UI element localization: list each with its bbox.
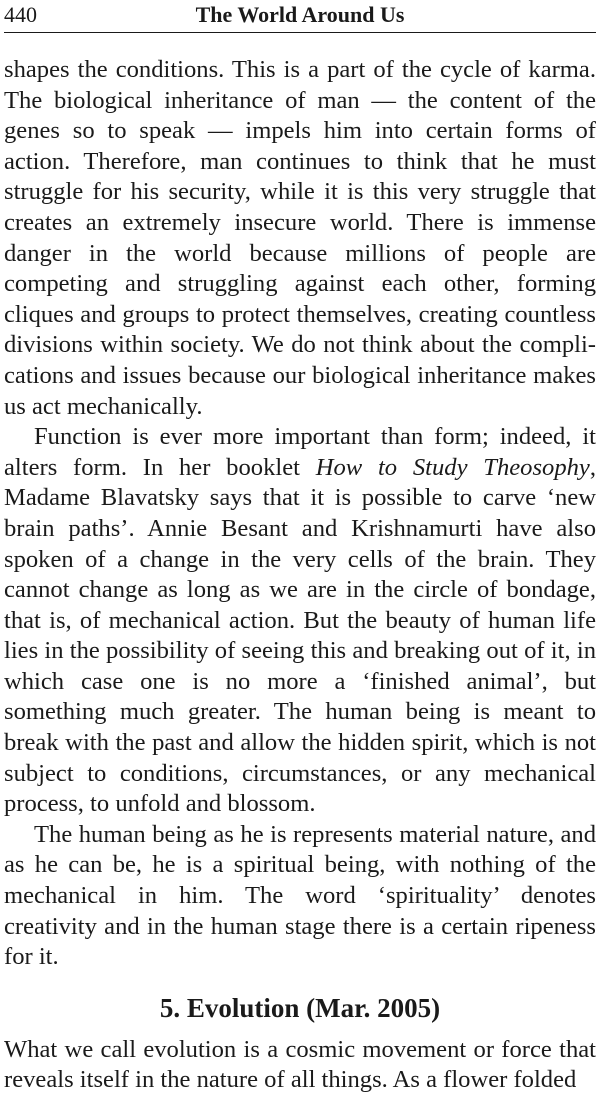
paragraph-text-after: , Madame Blavatsky says that it is possible to carve ‘new brain paths’. Annie Besant and Krishnamurti have also spoken of a change in the very cells of the brain. They cannot change as long as we are in the circle of bondage, that is, of mechanical action. But the beauty of human life lies in the possibility of seeing this and breaking out of it, in which case one is no more a ‘finished animal’, but something much greater. The human being is meant to break with the past and allow the hidden spirit, which is not subject to conditions, circumstances, or any mechanical process, to unfold and blossom.	[4, 453, 596, 818]
book-title: How to Study Theosophy	[315, 453, 590, 481]
body-text	[4, 33, 596, 1096]
paragraph-function-form	[4, 422, 596, 820]
section-heading: 5. Evolution (Mar. 2005)	[159, 992, 441, 1023]
paragraph-karma: shapes the conditions. This is a part of the cycle of karma. The biological inheritance of man — the content of the genes so to speak — impels him into certain forms of action. Therefore, man continues to think that he must struggle for his security, while it is this very struggle that creates an extremely insecure world. There is immense danger in the world because millions of people are competing and struggling against each other, forming cliques and groups to protect themselves, creating countless divisions within society. We do not think about the complications and issues because our biological inheritance makes us act mechanically.	[4, 56, 596, 420]
paragraph-evolution: What we call evolution is a cosmic movement or force that reveals itself in the nature of all things. As a flower folded	[4, 1035, 596, 1094]
paragraph-spiritual-being: The human being as he is represents material nature, and as he can be, he is a spiritual being, with nothing of the mechanical in him. The word ‘spirituality’ denotes creativity and in the human stage there is a certain ripeness for it.	[4, 820, 596, 971]
running-head	[4, 0, 596, 33]
paragraph-text-before: Function is ever more important than form; indeed, it alters form. In her booklet	[4, 423, 596, 481]
book-page	[4, 0, 596, 1096]
page-number: 440	[4, 2, 37, 27]
running-title: The World Around Us	[195, 2, 405, 27]
